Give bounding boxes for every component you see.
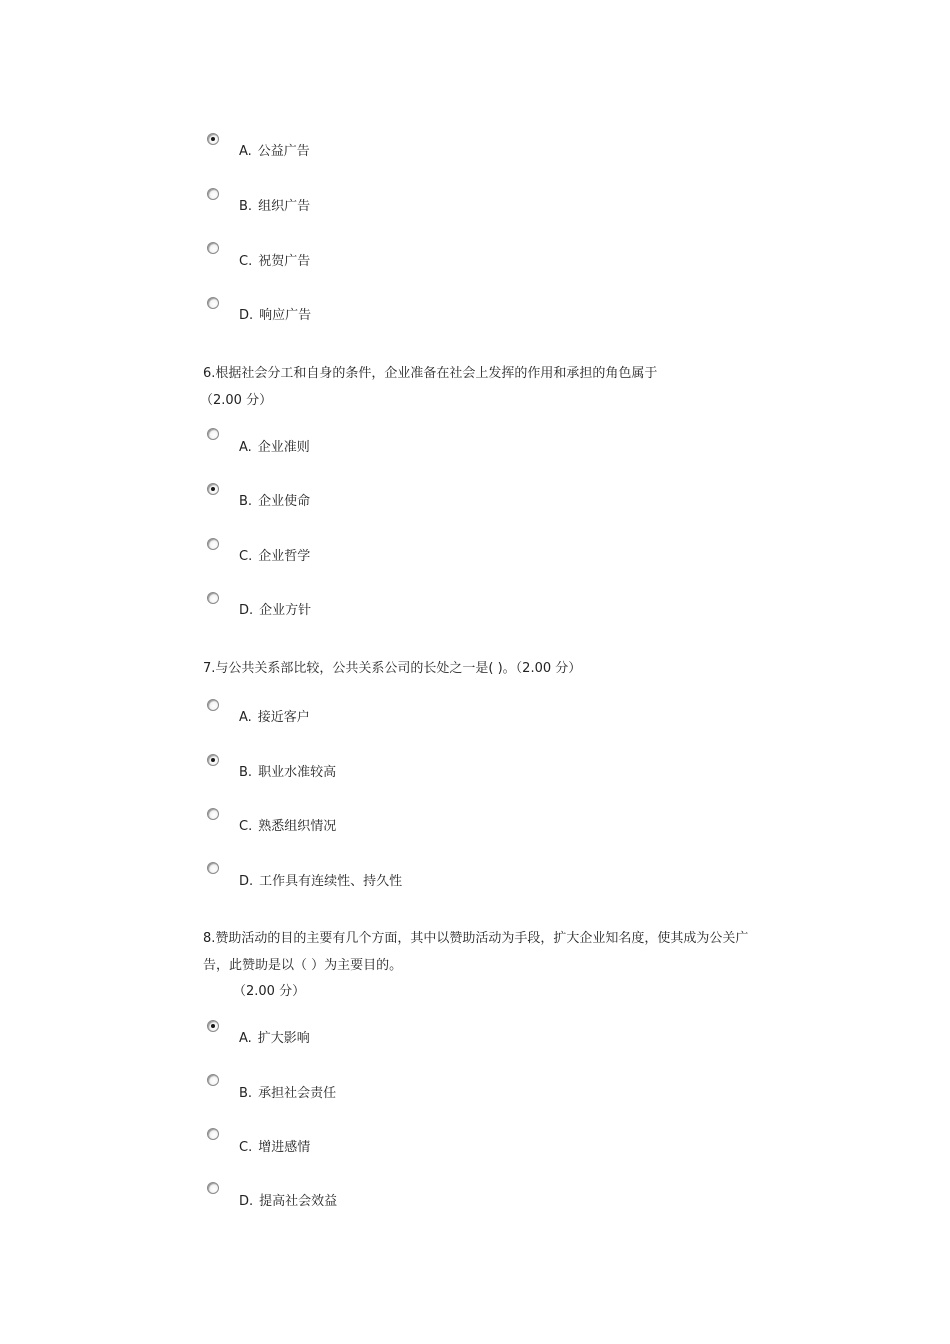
q7-option-c-radio[interactable]: [207, 808, 219, 820]
q5-option-a: A. 公益广告: [239, 144, 310, 159]
q6-option-c: C. 企业哲学: [239, 549, 311, 564]
q6-option-d-radio[interactable]: [207, 592, 219, 604]
q7-question-text: 7.与公共关系部比较，公共关系公司的长处之一是( )。（2.00 分）: [203, 661, 582, 676]
q6-score: （2.00 分）: [200, 393, 273, 408]
q8-option-a-radio[interactable]: [207, 1020, 219, 1032]
q5-option-b-radio[interactable]: [207, 188, 219, 200]
q7-option-b-radio[interactable]: [207, 754, 219, 766]
q6-option-d: D. 企业方针: [239, 603, 312, 618]
q8-option-b-radio[interactable]: [207, 1074, 219, 1086]
q7-option-d-radio[interactable]: [207, 862, 219, 874]
q5-option-b: B. 组织广告: [239, 199, 311, 214]
q7-option-a-radio[interactable]: [207, 699, 219, 711]
q5-option-c-radio[interactable]: [207, 242, 219, 254]
q6-option-c-radio[interactable]: [207, 538, 219, 550]
q5-option-c: C. 祝贺广告: [239, 254, 311, 269]
q6-option-a-radio[interactable]: [207, 428, 219, 440]
q7-option-c: C. 熟悉组织情况: [239, 819, 337, 834]
q6-question-text: 6.根据社会分工和自身的条件，企业准备在社会上发挥的作用和承担的角色属于: [203, 366, 658, 381]
q5-option-a-radio[interactable]: [207, 133, 219, 145]
q8-question-text-line1: 8.赞助活动的目的主要有几个方面，其中以赞助活动为手段，扩大企业知名度，使其成为公关广: [203, 931, 749, 946]
q8-option-c: C. 增进感情: [239, 1140, 311, 1155]
q8-option-c-radio[interactable]: [207, 1128, 219, 1140]
q8-option-b: B. 承担社会责任: [239, 1086, 337, 1101]
q6-option-a: A. 企业准则: [239, 440, 310, 455]
q8-score: （2.00 分）: [233, 984, 306, 999]
q8-option-d: D. 提高社会效益: [239, 1194, 338, 1209]
q6-option-b-radio[interactable]: [207, 483, 219, 495]
q5-option-d: D. 响应广告: [239, 308, 312, 323]
q8-question-text-line2: 告，此赞助是以（ ）为主要目的。: [203, 958, 403, 973]
q8-option-d-radio[interactable]: [207, 1182, 219, 1194]
q5-option-d-radio[interactable]: [207, 297, 219, 309]
q7-option-a: A. 接近客户: [239, 710, 310, 725]
q7-option-d: D. 工作具有连续性、持久性: [239, 874, 403, 889]
q8-option-a: A. 扩大影响: [239, 1031, 310, 1046]
q7-option-b: B. 职业水准较高: [239, 765, 337, 780]
q6-option-b: B. 企业使命: [239, 494, 311, 509]
